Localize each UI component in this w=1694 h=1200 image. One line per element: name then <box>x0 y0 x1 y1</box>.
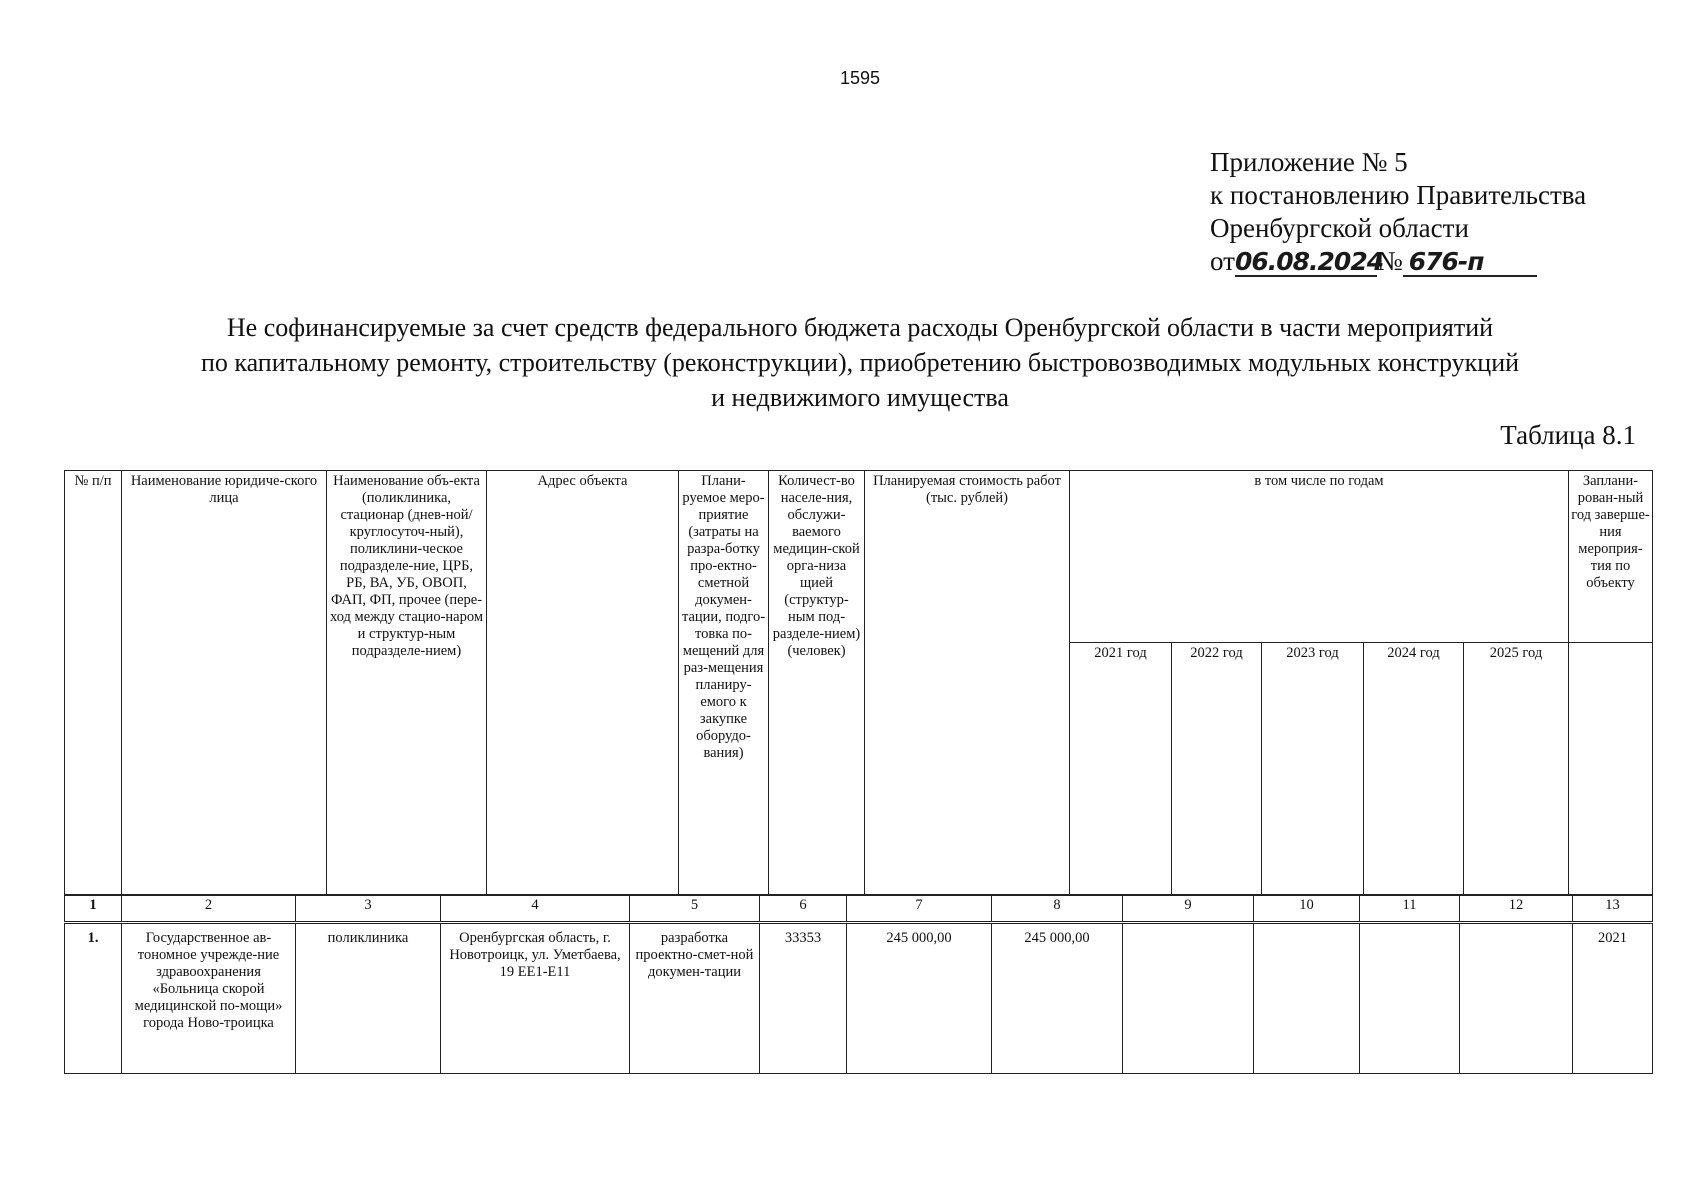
document-title <box>100 310 1620 415</box>
index-cell: 5 <box>630 896 760 922</box>
index-cell: 9 <box>1123 896 1254 922</box>
header-col-address: Адрес объекта <box>487 471 679 895</box>
index-cell: 7 <box>847 896 992 922</box>
header-col-population: Количест-во населе-ния, обслужи-ваемого медицин-ской орга-низа щией (структур-ным под-разделе-нием) (человек) <box>769 471 865 895</box>
appendix-signature-line <box>1210 245 1586 278</box>
cell-object: поликлиника <box>296 924 441 1074</box>
header-year-2021: 2021 год <box>1070 643 1172 895</box>
column-index-row <box>64 895 1653 922</box>
table-body <box>64 923 1653 1074</box>
table-header <box>64 470 1653 895</box>
index-cell: 4 <box>441 896 630 922</box>
cell-2025 <box>1460 924 1573 1074</box>
title-line-3: и недвижимого имущества <box>711 383 1009 412</box>
number-label: № <box>1376 246 1403 276</box>
appendix-block <box>1210 146 1586 278</box>
cell-num: 1. <box>65 924 122 1074</box>
cell-2024 <box>1360 924 1460 1074</box>
cell-completion: 2021 <box>1573 924 1653 1074</box>
appendix-line-1: Приложение № 5 <box>1210 147 1408 177</box>
cell-2021: 245 000,00 <box>992 924 1123 1074</box>
header-col-activity: Плани-руемое меро-приятие (затраты на разра-ботку про-ектно-сметной докумен-тации, подго-товка по-мещений для раз-мещения планиру-емого к закупке оборудо-вания) <box>679 471 769 895</box>
cell-2023 <box>1254 924 1360 1074</box>
cell-entity: Государственное ав-тономное учрежде-ние здравоохранения «Больница скорой медицинской по-мощи» города Ново-троицка <box>122 924 296 1074</box>
header-year-2024: 2024 год <box>1364 643 1464 895</box>
cell-population: 33353 <box>760 924 847 1074</box>
index-cell: 13 <box>1573 896 1653 922</box>
table-label: Таблица 8.1 <box>1500 420 1636 450</box>
page-number: 1595 <box>839 68 881 88</box>
cell-activity: разработка проектно-смет-ной докумен-тации <box>630 924 760 1074</box>
appendix-line-3: Оренбургской области <box>1210 213 1469 243</box>
table-row <box>65 924 1653 1074</box>
header-col-years: в том числе по годам <box>1070 471 1569 643</box>
title-line-1: Не софинансируемые за счет средств федерального бюджета расходы Оренбургской области в части мероприятий <box>226 313 1494 342</box>
header-completion-blank <box>1569 643 1653 895</box>
index-cell: 1 <box>65 896 122 922</box>
handwritten-number: 676-п <box>1403 249 1537 277</box>
header-col-object: Наименование объ-екта (поликлиника, стационар (днев-ной/круглосуточ-ный), поликлини-ческое подразделе-ние, ЦРБ, РБ, ВА, УБ, ОВОП, ФАП, ФП, прочее (пере-ход между стацио-наром и структур-ным подразделе-нием) <box>327 471 487 895</box>
handwritten-date: 06.08.2024 <box>1234 247 1384 276</box>
index-cell: 8 <box>992 896 1123 922</box>
header-year-2022: 2022 год <box>1172 643 1262 895</box>
cell-cost: 245 000,00 <box>847 924 992 1074</box>
index-cell: 3 <box>296 896 441 922</box>
header-year-2023: 2023 год <box>1262 643 1364 895</box>
appendix-line-2: к постановлению Правительства <box>1210 180 1587 210</box>
index-cell: 12 <box>1460 896 1573 922</box>
title-line-2: по капитальному ремонту, строительству (реконструкции), приобретению быстровозводимых модульных конструкций <box>200 348 1520 377</box>
index-cell: 10 <box>1254 896 1360 922</box>
index-cell: 2 <box>122 896 296 922</box>
header-col-num: № п/п <box>65 471 122 895</box>
header-col-completion: Заплани-рован-ный год заверше-ния мероприя-тия по объекту <box>1569 471 1653 643</box>
index-cell: 11 <box>1360 896 1460 922</box>
cell-address: Оренбургская область, г. Новотроицк, ул. Уметбаева, 19 ЕЕ1-Е11 <box>441 924 630 1074</box>
index-cell: 6 <box>760 896 847 922</box>
cell-2022 <box>1123 924 1254 1074</box>
header-year-2025: 2025 год <box>1464 643 1569 895</box>
header-col-cost: Планируемая стоимость работ (тыс. рублей) <box>865 471 1070 895</box>
from-label: от <box>1210 246 1235 276</box>
header-col-entity: Наименование юридиче-ского лица <box>122 471 327 895</box>
